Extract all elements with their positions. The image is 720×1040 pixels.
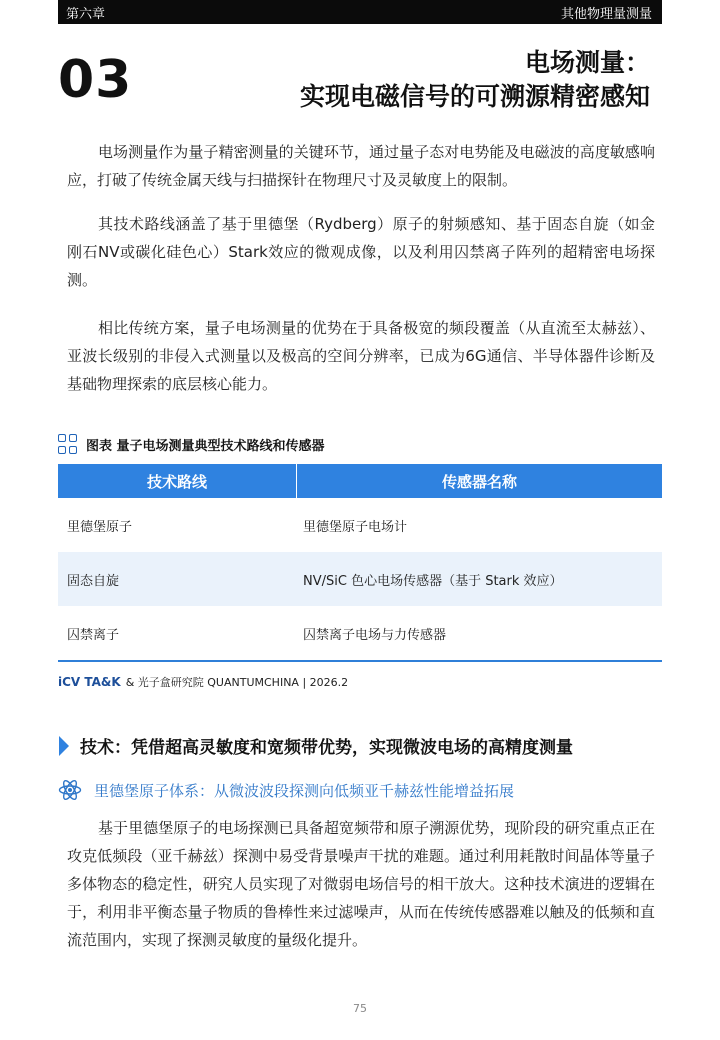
table-row (58, 606, 662, 660)
grid-icon (58, 434, 78, 454)
header-sensor-name: 传感器名称 (441, 472, 517, 491)
table-header (58, 464, 662, 498)
section-heading-text: 技术：凭借超高灵敏度和宽频带优势，实现微波电场的高精度测量 (80, 738, 573, 758)
chapter-title (300, 46, 650, 114)
section-label: 其他物理量测量 (560, 6, 652, 22)
source-note (58, 674, 348, 690)
chapter-title-line1: 电场测量： (524, 48, 650, 77)
intro-paragraph-3: 相比传统方案，量子电场测量的优势在于具备极宽的频段覆盖（从直流至太赫兹）、亚波长级别的非侵入式测量以及极高的空间分辨率，已成为6G通信、半导体器件诊断及基础物理探索的底层核心能力。 (67, 319, 655, 393)
table-caption (58, 434, 325, 454)
table-cell: 里德堡原子 (67, 519, 133, 535)
subsection-heading (58, 778, 514, 802)
subsection-heading-text: 里德堡原子体系：从微波波段探测向低频亚千赫兹性能增益拓展 (94, 781, 515, 800)
page-number: 75 (353, 1002, 367, 1015)
source-brand: iCV TA&K (58, 675, 121, 689)
section-heading (58, 733, 573, 758)
table-cell: 囚禁离子 (67, 627, 120, 643)
table-caption-text: 图表 量子电场测量典型技术路线和传感器 (86, 438, 325, 454)
table-row (58, 552, 662, 606)
table-row (58, 498, 662, 552)
header-tech-route: 技术路线 (58, 464, 297, 498)
table-cell: 固态自旋 (67, 573, 120, 589)
table-cell: 里德堡原子电场计 (303, 519, 408, 535)
chapter-label: 第六章 (66, 6, 106, 22)
chapter-title-line2: 实现电磁信号的可溯源精密感知 (299, 82, 650, 111)
intro-paragraph-2: 其技术路线涵盖了基于里德堡（Rydberg）原子的射频感知、基于固态自旋（如金刚石NV或碳化硅色心）Stark效应的微观成像，以及利用囚禁离子阵列的超精密电场探测。 (67, 215, 655, 289)
intro-paragraph-1: 电场测量作为量子精密测量的关键环节，通过量子态对电势能及电磁波的高度敏感响应，打破了传统金属天线与扫描探针在物理尺寸及灵敏度上的限制。 (67, 143, 655, 189)
atom-icon (58, 778, 82, 802)
table-cell: 囚禁离子电场与力传感器 (303, 627, 447, 643)
chapter-number: 03 (58, 50, 133, 110)
chapter-header-bar (58, 0, 662, 24)
sensor-table (58, 464, 662, 662)
section-body-paragraph: 基于里德堡原子的电场探测已具备超宽频带和原子溯源优势，现阶段的研究重点正在攻克低频段（亚千赫兹）探测中易受背景噪声干扰的难题。通过利用耗散时间晶体等量子多体物态的稳定性，研究人员实现了对微弱电场信号的相干放大。这种技术演进的逻辑在于，利用非平衡态量子物质的鲁棒性来过滤噪声，从而在传统传感器难以触及的低频和直流范围内，实现了探测灵敏度的量级化提升。 (67, 819, 655, 949)
table-cell: NV/SiC 色心电场传感器（基于 Stark 效应） (303, 573, 563, 589)
source-text: & 光子盒研究院 QUANTUMCHINA | 2026.2 (125, 676, 349, 689)
chevron-right-icon (58, 735, 70, 757)
